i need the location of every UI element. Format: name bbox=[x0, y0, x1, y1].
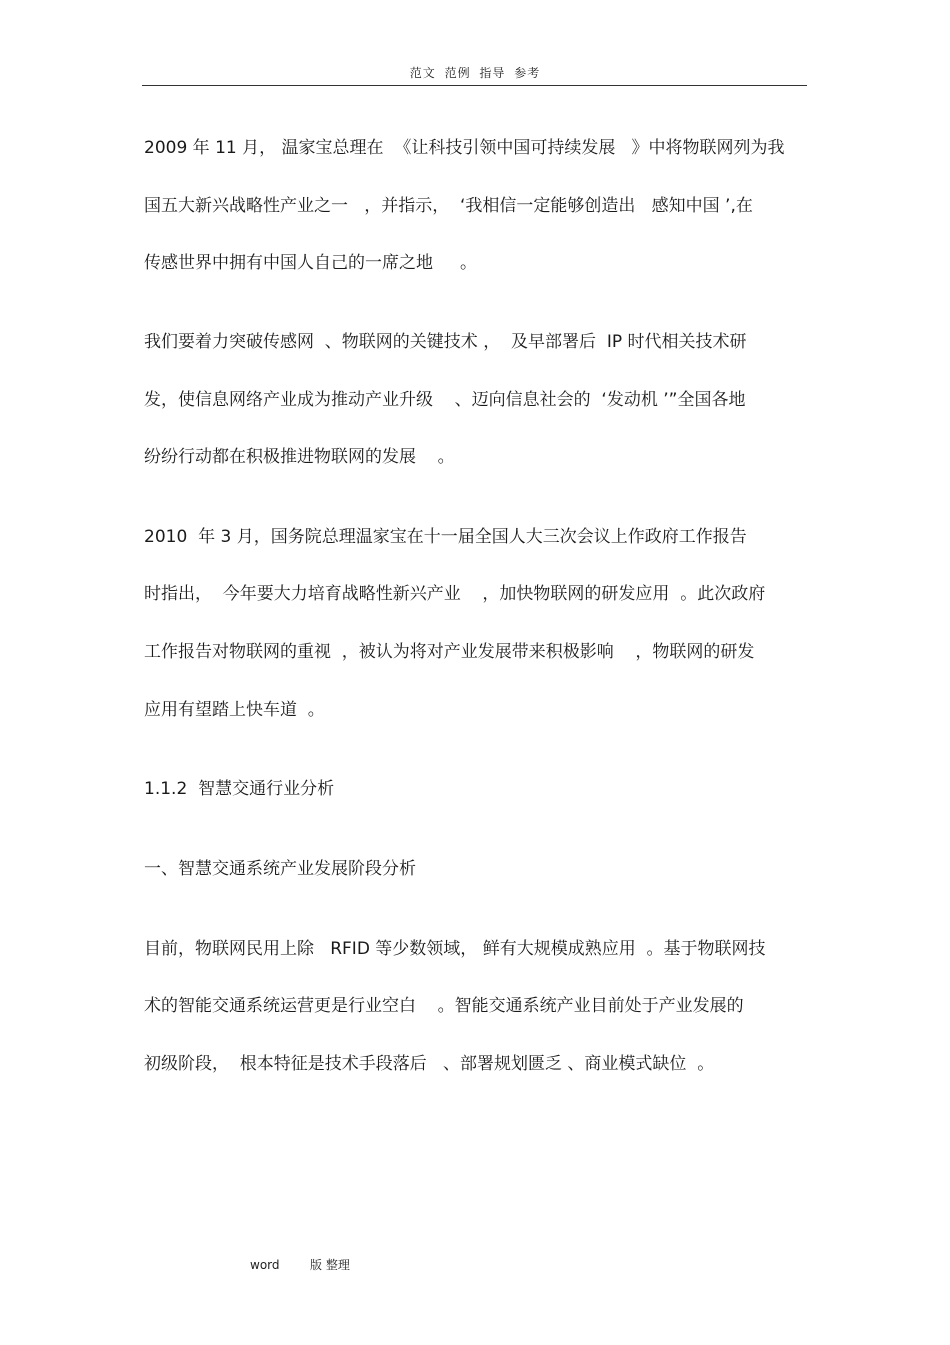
paragraph-line: 初级阶段， 根本特征是技术手段落后 、部署规划匮乏 、商业模式缺位 。 bbox=[144, 1054, 715, 1074]
paragraph-line: 我们要着力突破传感网 、物联网的关键技术 ， 及早部署后 IP 时代相关技术研 bbox=[144, 332, 747, 352]
paragraph-line: 传感世界中拥有中国人自己的一席之地 。 bbox=[144, 253, 478, 273]
header-divider bbox=[142, 85, 807, 86]
page-footer: word 版 整理 bbox=[250, 1258, 350, 1272]
paragraph-line: 2009 年 11 月， 温家宝总理在 《让科技引领中国可持续发展 》中将物联网列为我 bbox=[144, 138, 785, 158]
page-header: 范文 范例 指导 参考 bbox=[409, 66, 541, 80]
subsection-heading: 一、智慧交通系统产业发展阶段分析 bbox=[144, 859, 416, 879]
paragraph-line: 应用有望踏上快车道 。 bbox=[144, 700, 325, 720]
paragraph-line: 目前，物联网民用上除 RFID 等少数领域， 鲜有大规模成熟应用 。基于物联网技 bbox=[144, 939, 766, 959]
section-heading: 1.1.2 智慧交通行业分析 bbox=[144, 779, 335, 799]
paragraph-line: 发，使信息网络产业成为推动产业升级 、迈向信息社会的 ‘发动机 ’”全国各地 bbox=[144, 390, 746, 410]
paragraph-line: 时指出， 今年要大力培育战略性新兴产业 ，加快物联网的研发应用 。此次政府 bbox=[144, 584, 766, 604]
paragraph-line: 工作报告对物联网的重视 ，被认为将对产业发展带来积极影响 ，物联网的研发 bbox=[144, 642, 755, 662]
paragraph-line: 纷纷行动都在积极推进物联网的发展 。 bbox=[144, 447, 455, 467]
paragraph-line: 2010 年 3 月，国务院总理温家宝在十一届全国人大三次会议上作政府工作报告 bbox=[144, 527, 747, 547]
paragraph-line: 国五大新兴战略性产业之一 ，并指示， ‘我相信一定能够创造出 感知中国 ’,在 bbox=[144, 196, 753, 216]
paragraph-line: 术的智能交通系统运营更是行业空白 。智能交通系统产业目前处于产业发展的 bbox=[144, 996, 744, 1016]
